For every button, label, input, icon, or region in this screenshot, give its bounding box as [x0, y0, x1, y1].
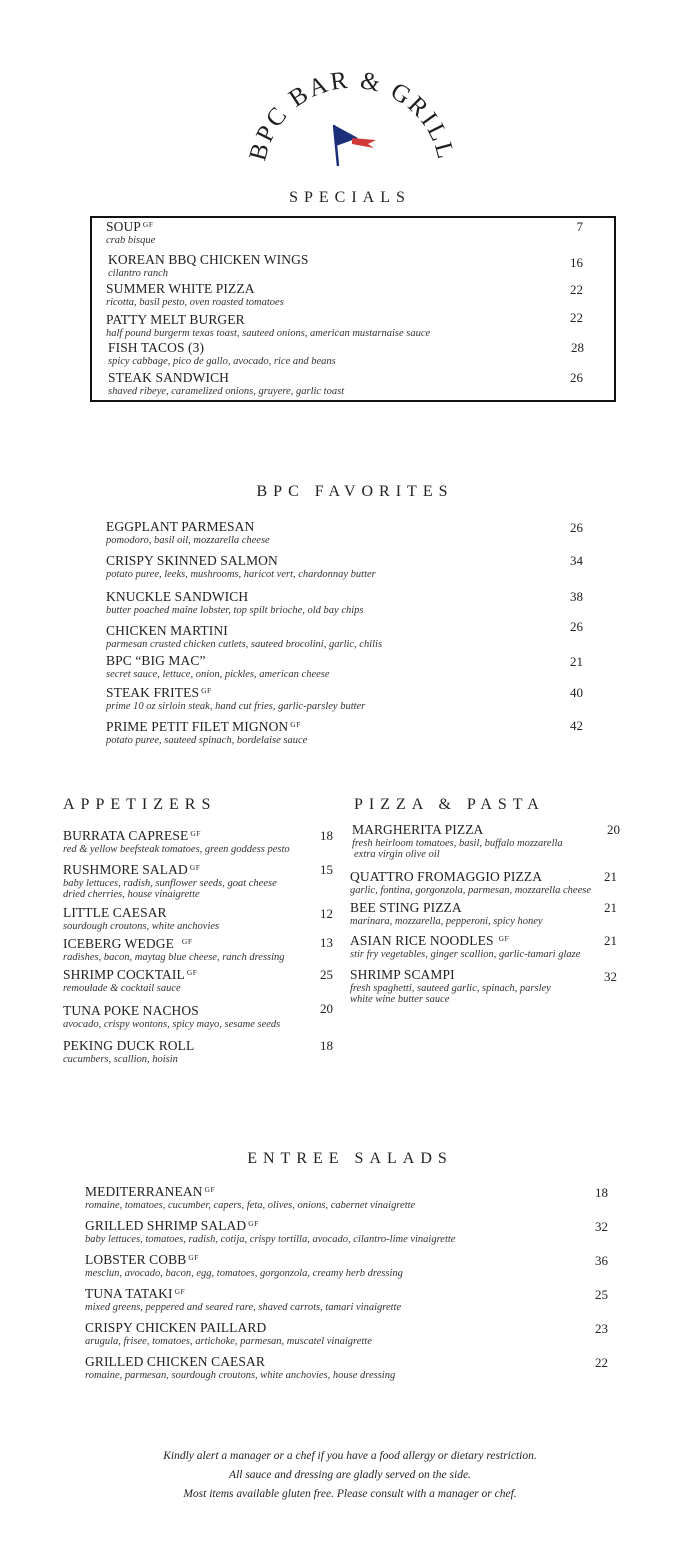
item-description: mixed greens, peppered and seared rare, shaved carrots, tamari vinaigrette	[85, 1302, 402, 1313]
item-name: SOUP	[106, 219, 141, 234]
item-description: parmesan crusted chicken cutlets, sauteed brocolini, garlic, chilis	[106, 639, 383, 650]
item-name: LITTLE CAESAR	[63, 905, 167, 920]
gf-badge: GF	[188, 1253, 199, 1262]
footer-line: Kindly alert a manager or a chef if you have a food allergy or dietary restriction.	[163, 1450, 537, 1462]
item-name: TUNA POKE NACHOS	[63, 1003, 199, 1018]
footer-line: All sauce and dressing are gladly served on the side.	[229, 1469, 471, 1481]
footer-line: Most items available gluten free. Please consult with a manager or chef.	[183, 1488, 517, 1500]
item-name: STEAK SANDWICH	[108, 370, 230, 385]
item-name: FISH TACOS (3)	[108, 340, 205, 355]
item-name: SHRIMP COCKTAIL	[63, 967, 185, 982]
item-description: ricotta, basil pesto, oven roasted tomatoes	[106, 297, 284, 308]
item-description: baby lettuces, radish, sunflower seeds, goat cheese	[63, 878, 277, 889]
item-price: 22	[595, 1355, 608, 1370]
item-price: 26	[570, 520, 583, 535]
special-item	[106, 281, 284, 308]
item-name: SUMMER WHITE PIZZA	[106, 281, 255, 296]
special-item	[106, 312, 430, 339]
gf-badge: GF	[142, 220, 154, 229]
gf-badge: GF	[248, 1219, 259, 1228]
item-description: spicy cabbage, pico de gallo, avocado, rice and beans	[108, 356, 336, 367]
item-price: 23	[595, 1321, 608, 1336]
item-description: half pound burgerm texas toast, sauteed onions, american mustarnaise sauce	[106, 328, 431, 339]
salad-item	[85, 1218, 455, 1245]
special-item	[106, 219, 155, 246]
logo	[230, 68, 470, 188]
item-name: KNUCKLE SANDWICH	[106, 589, 249, 604]
item-price: 22	[570, 310, 583, 325]
item-name: MEDITERRANEAN	[85, 1184, 203, 1199]
pizza-pasta-item	[350, 900, 543, 927]
special-item	[108, 370, 344, 397]
special-item	[108, 340, 336, 367]
item-price: 22	[570, 282, 583, 297]
item-description: red & yellow beefsteak tomatoes, green goddess pesto	[63, 844, 290, 855]
gf-badge: GF	[174, 1287, 186, 1296]
item-description: mesclun, avocado, bacon, egg, tomatoes, gorgonzola, creamy herb dressing	[85, 1268, 403, 1279]
salad-item	[85, 1286, 401, 1313]
item-price: 18	[320, 828, 333, 843]
item-price: 12	[320, 906, 333, 921]
item-name: ASIAN RICE NOODLES	[350, 933, 494, 948]
pizza-pasta-item	[350, 933, 580, 960]
appetizer-item	[63, 862, 277, 900]
item-name: BURRATA CAPRESE	[63, 828, 189, 843]
item-name: PATTY MELT BURGER	[106, 312, 245, 327]
favorites-heading: BPC FAVORITES	[256, 483, 454, 500]
item-name: LOBSTER COBB	[85, 1252, 187, 1267]
logo-graphic	[230, 68, 470, 188]
item-price: 25	[595, 1287, 608, 1302]
item-price: 7	[576, 219, 583, 234]
item-price: 21	[604, 933, 617, 948]
item-price: 42	[570, 718, 583, 733]
item-name: RUSHMORE SALAD	[63, 862, 188, 877]
item-price: 18	[595, 1185, 608, 1200]
item-price: 25	[320, 967, 333, 982]
item-description-line2: white wine butter sauce	[350, 994, 450, 1005]
favorite-item	[106, 589, 364, 616]
item-name: ICEBERG WEDGE	[63, 936, 174, 951]
special-item	[108, 252, 311, 279]
item-description: fresh heirloom tomatoes, basil, buffalo mozzarella	[352, 838, 563, 849]
logo-arc-text: BPC BAR & GRILL	[244, 68, 460, 164]
item-description: garlic, fontina, gorgonzola, parmesan, mozzarella cheese	[350, 885, 591, 896]
appetizers-heading: APPETIZERS	[63, 796, 217, 813]
item-description: cilantro ranch	[108, 268, 168, 279]
specials-heading: SPECIALS	[289, 189, 411, 206]
item-description: remoulade & cocktail sauce	[63, 983, 181, 994]
item-description: potato puree, sauteed spinach, bordelaise sauce	[106, 735, 308, 746]
entree-salads-heading: ENTREE SALADS	[247, 1150, 453, 1167]
item-name: TUNA TATAKI	[85, 1286, 173, 1301]
appetizer-item	[63, 967, 197, 994]
item-name: BPC “BIG MAC”	[106, 653, 206, 668]
pizza-pasta-item	[352, 822, 563, 860]
item-description: romaine, parmesan, sourdough croutons, white anchovies, house dressing	[85, 1370, 396, 1381]
item-price: 26	[570, 370, 583, 385]
item-description: butter poached maine lobster, top spilt brioche, old bay chips	[106, 605, 364, 616]
item-price: 28	[571, 340, 584, 355]
item-description: cucumbers, scallion, hoisin	[63, 1054, 178, 1065]
item-name: QUATTRO FROMAGGIO PIZZA	[350, 869, 543, 884]
salad-item	[85, 1184, 415, 1211]
salad-item	[85, 1320, 372, 1347]
item-name: BEE STING PIZZA	[350, 900, 462, 915]
item-name: KOREAN BBQ CHICKEN WINGS	[108, 252, 309, 267]
item-name: CRISPY SKINNED SALMON	[106, 553, 278, 568]
item-name: STEAK FRITES	[106, 685, 200, 700]
item-price: 15	[320, 862, 333, 877]
item-price: 21	[604, 900, 617, 915]
item-description: marinara, mozzarella, pepperoni, spicy honey	[350, 916, 543, 927]
gf-badge: GF	[189, 863, 201, 872]
flag-red	[352, 138, 376, 148]
item-name: CHICKEN MARTINI	[106, 623, 228, 638]
item-description: arugula, frisee, tomatoes, artichoke, parmesan, muscatel vinaigrette	[85, 1336, 372, 1347]
salad-item	[85, 1252, 403, 1279]
gf-badge: GF	[186, 968, 198, 977]
favorite-item	[106, 653, 330, 680]
item-description-line2: dried cherries, house vinaigrette	[63, 889, 200, 900]
item-price: 36	[595, 1253, 608, 1268]
item-description: potato puree, leeks, mushrooms, haricot vert, chardonnay butter	[106, 569, 376, 580]
favorite-item	[106, 623, 382, 650]
appetizer-item	[63, 905, 219, 932]
pizza-pasta-heading: PIZZA & PASTA	[354, 796, 545, 813]
item-name: MARGHERITA PIZZA	[352, 822, 484, 837]
item-price: 13	[320, 935, 333, 950]
favorite-item	[106, 553, 376, 580]
appetizer-item	[63, 1038, 196, 1065]
item-description: shaved ribeye, caramelized onions, gruyere, garlic toast	[108, 386, 345, 397]
gf-badge: GF	[201, 686, 212, 695]
item-name: SHRIMP SCAMPI	[350, 967, 455, 982]
item-description: radishes, bacon, maytag blue cheese, ranch dressing	[63, 952, 285, 963]
item-price: 32	[604, 969, 617, 984]
item-description: crab bisque	[106, 235, 156, 246]
item-name: PEKING DUCK ROLL	[63, 1038, 195, 1053]
favorite-item	[106, 519, 270, 546]
item-description: prime 10 oz sirloin steak, hand cut fries, garlic-parsley butter	[106, 701, 366, 712]
item-description: pomodoro, basil oil, mozzarella cheese	[106, 535, 270, 546]
item-price: 32	[595, 1219, 608, 1234]
salad-item	[85, 1354, 395, 1381]
gf-badge: GF	[181, 937, 193, 946]
gf-badge: GF	[290, 720, 301, 729]
appetizer-item	[63, 828, 290, 855]
appetizer-item	[63, 1003, 280, 1030]
favorite-item	[106, 685, 365, 712]
item-name: GRILLED CHICKEN CAESAR	[85, 1354, 265, 1369]
item-description: secret sauce, lettuce, onion, pickles, american cheese	[106, 669, 330, 680]
item-price: 26	[570, 619, 583, 634]
item-price: 38	[570, 589, 583, 604]
item-description: fresh spaghetti, sauteed garlic, spinach, parsley	[350, 983, 551, 994]
item-name: CRISPY CHICKEN PAILLARD	[85, 1320, 267, 1335]
item-description: avocado, crispy wontons, spicy mayo, sesame seeds	[63, 1019, 281, 1030]
gf-badge: GF	[498, 934, 510, 943]
item-price: 20	[607, 822, 620, 837]
appetizer-item	[63, 936, 285, 963]
gf-badge: GF	[190, 829, 201, 838]
item-price: 20	[320, 1001, 333, 1016]
item-description: sourdough croutons, white anchovies	[63, 921, 220, 932]
item-price: 21	[604, 869, 617, 884]
item-price: 18	[320, 1038, 333, 1053]
item-name: EGGPLANT PARMESAN	[106, 519, 255, 534]
item-price: 34	[570, 553, 583, 568]
item-description: stir fry vegetables, ginger scallion, garlic-tamari glaze	[350, 949, 581, 960]
item-description: romaine, tomatoes, cucumber, capers, feta, olives, onions, cabernet vinaigrette	[85, 1200, 416, 1211]
item-description: baby lettuces, tomatoes, radish, cotija, crispy tortilla, avocado, cilantro-lime vinaigrette	[85, 1234, 456, 1245]
item-name: PRIME PETIT FILET MIGNON	[106, 719, 289, 734]
pizza-pasta-item	[350, 869, 591, 896]
item-price: 21	[570, 654, 583, 669]
gf-badge: GF	[204, 1185, 216, 1194]
item-price: 40	[570, 685, 583, 700]
item-price: 16	[570, 255, 583, 270]
item-name: GRILLED SHRIMP SALAD	[85, 1218, 247, 1233]
favorite-item	[106, 719, 307, 746]
pizza-pasta-item	[350, 967, 551, 1005]
item-description-line2: extra virgin olive oil	[354, 849, 440, 860]
